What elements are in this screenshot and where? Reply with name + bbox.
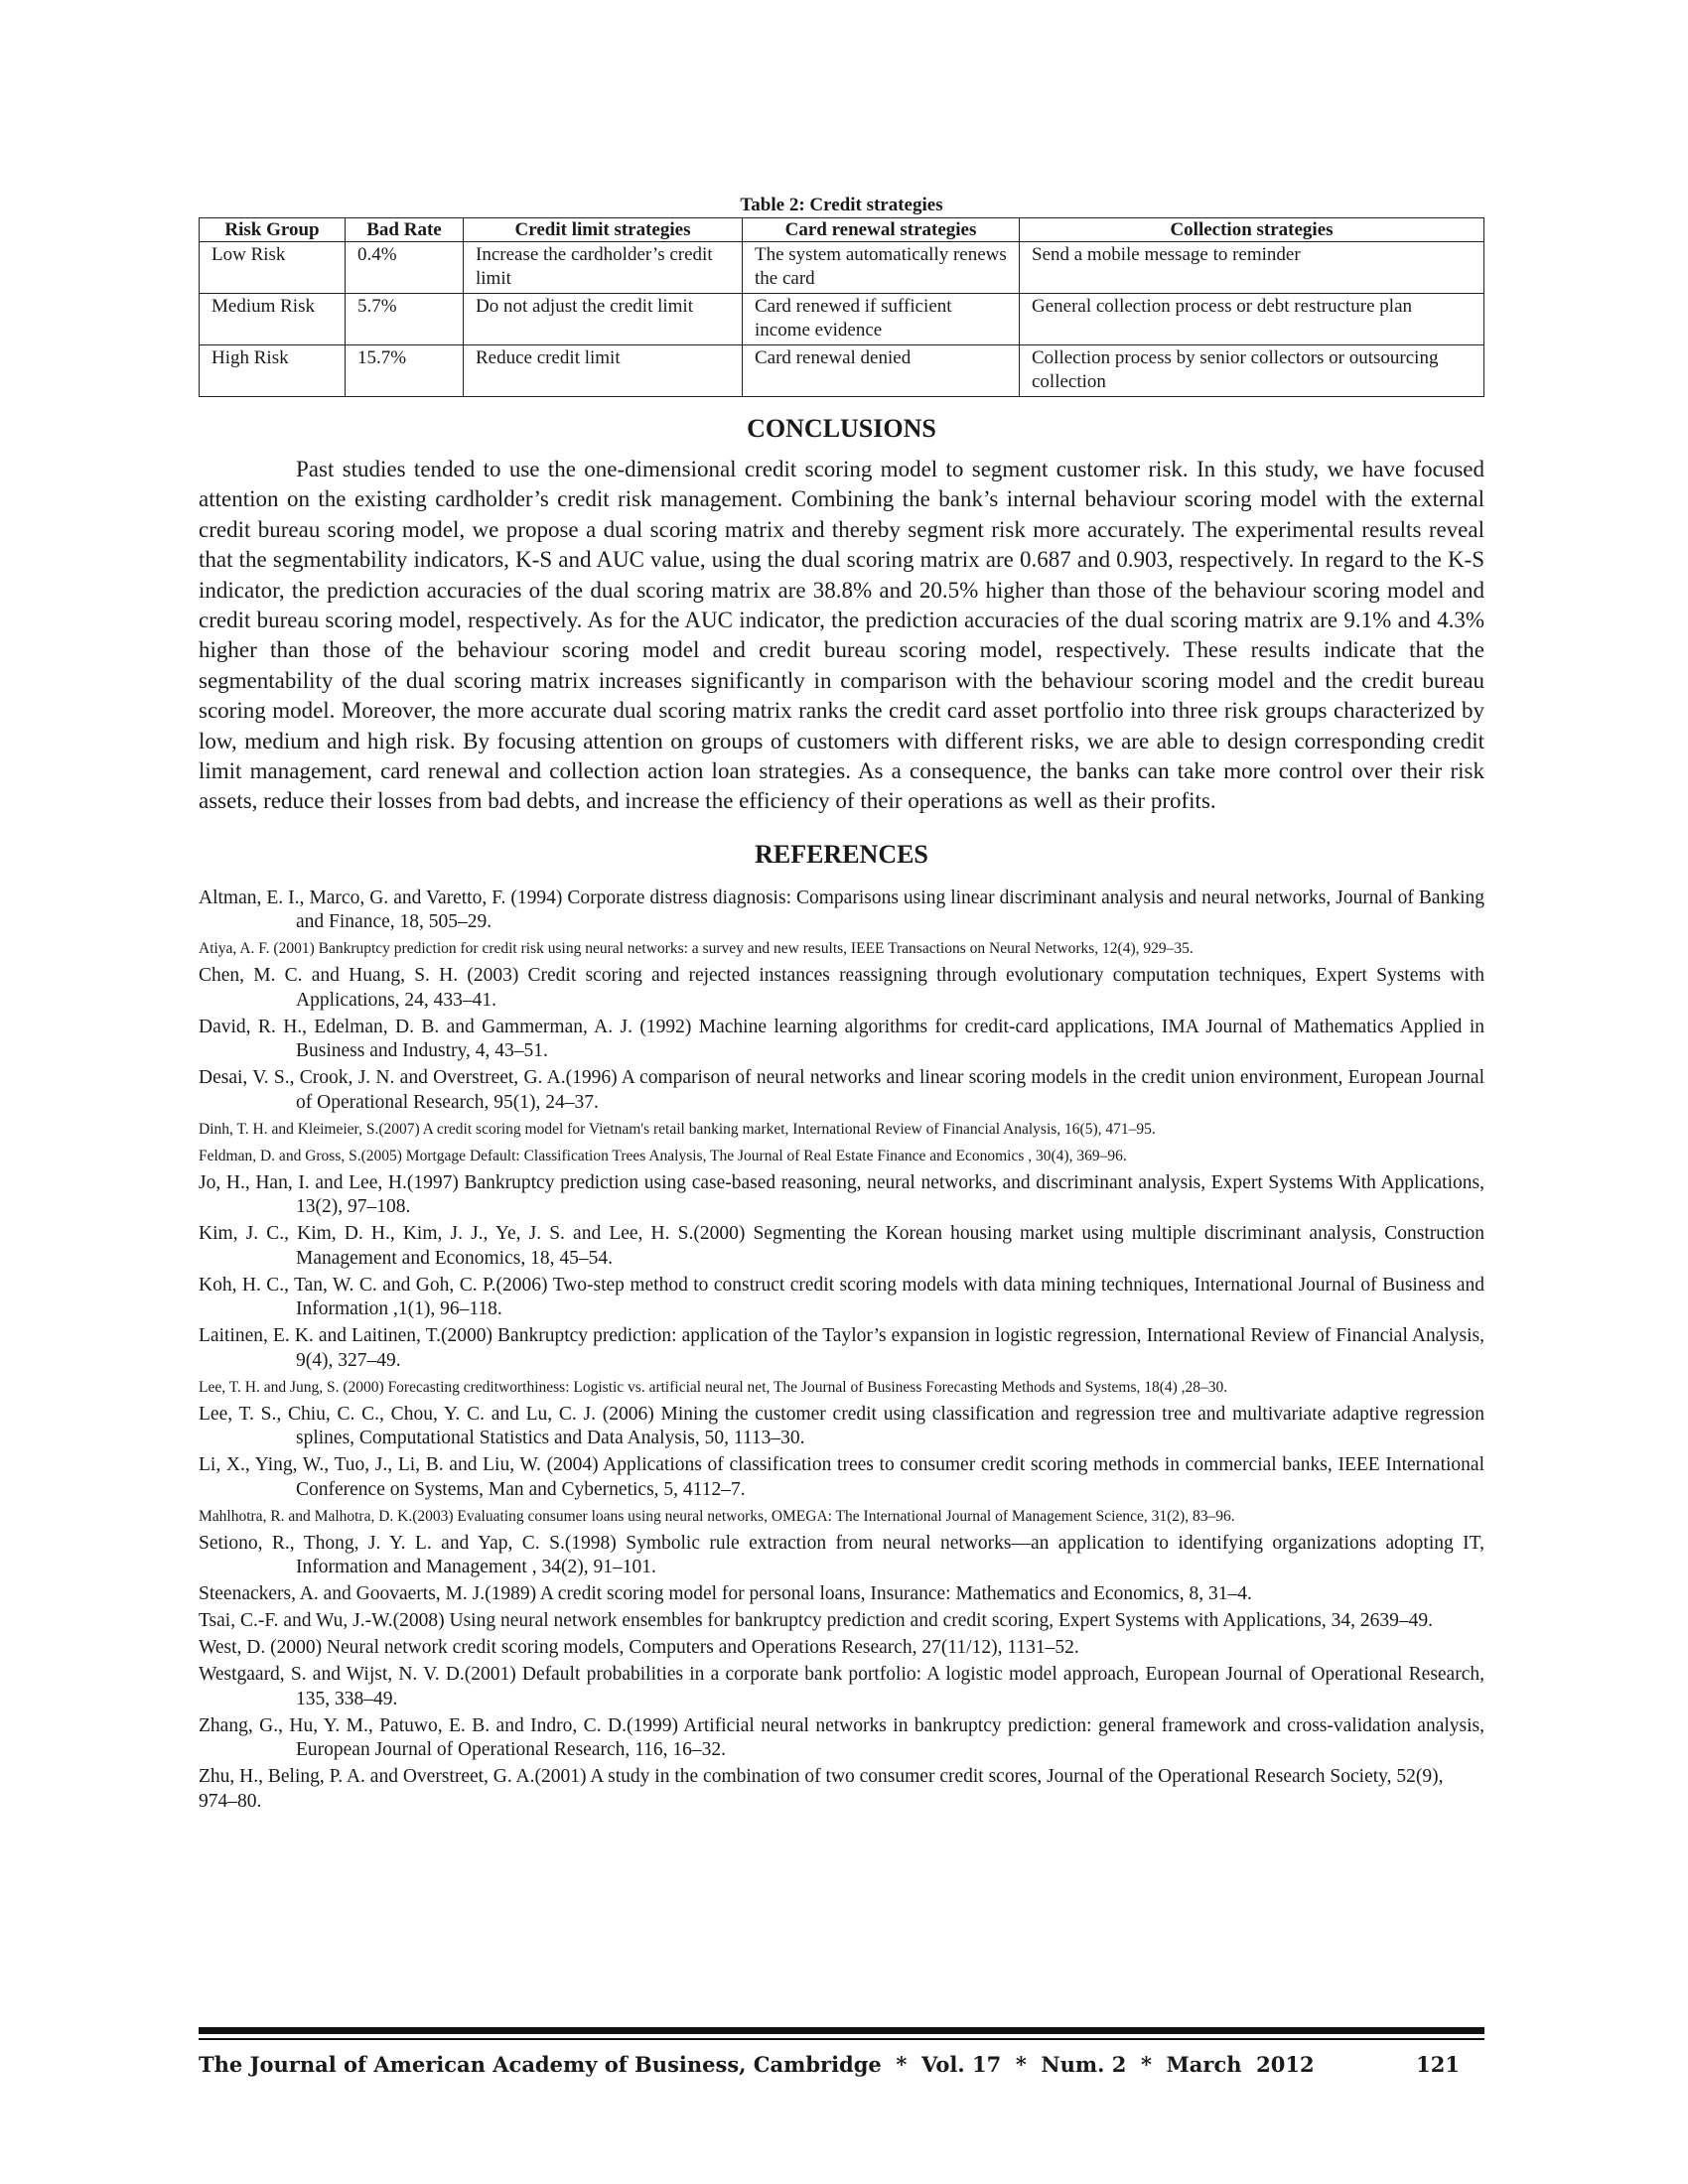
table-caption: Table 2: Credit strategies bbox=[740, 195, 943, 215]
reference-list bbox=[199, 887, 1484, 1815]
table-cell: Medium Risk bbox=[200, 294, 346, 345]
reference-item: Atiya, A. F. (2001) Bankruptcy prediction for credit risk using neural networks: a survey and new results, IEEE Transactions on Neural Networks, 12(4), 929–35. bbox=[199, 940, 1194, 958]
reference-item: Tsai, C.-F. and Wu, J.-W.(2008) Using neural network ensembles for bankruptcy prediction and credit scoring, Expert Systems with Applications, 34, 2639–49. bbox=[199, 1610, 1433, 1632]
reference-item: Zhang, G., Hu, Y. M., Patuwo, E. B. and Indro, C. D.(1999) Artificial neural networks in bankruptcy prediction: general framework and cross-validation analysis, European Journal of Operational Research, 116, 16–32. bbox=[199, 1714, 1484, 1761]
reference-item: Desai, V. S., Crook, J. N. and Overstreet, G. A.(1996) A comparison of neural networks and linear scoring models in the credit union environment, European Journal of Operational Research, 95(1), 24–37. bbox=[199, 1067, 1484, 1113]
table-header-row bbox=[200, 218, 1484, 242]
table-header-cell: Collection strategies bbox=[1020, 218, 1484, 242]
table-cell: 0.4% bbox=[346, 242, 464, 294]
page-content bbox=[199, 195, 1484, 1817]
table-header-cell: Bad Rate bbox=[346, 218, 464, 242]
reference-item: Steenackers, A. and Goovaerts, M. J.(1989) A credit scoring model for personal loans, Insurance: Mathematics and Economics, 8, 31–4. bbox=[199, 1583, 1252, 1605]
reference-item: Lee, T. H. and Jung, S. (2000) Forecasting creditworthiness: Logistic vs. artificial neural net, The Journal of Business Forecasting Methods and Systems, 18(4) ,28–30. bbox=[199, 1378, 1228, 1396]
table-row bbox=[200, 345, 1484, 397]
page-number: 121 bbox=[1416, 2052, 1460, 2077]
reference-item: Jo, H., Han, I. and Lee, H.(1997) Bankruptcy prediction using case-based reasoning, neural networks, and discriminant analysis, Expert Systems With Applications, 13(2), 97–108. bbox=[199, 1171, 1484, 1218]
reference-item: Kim, J. C., Kim, D. H., Kim, J. J., Ye, J. S. and Lee, H. S.(2000) Segmenting the Korean housing market using multiple discriminant analysis, Construction Management and Economics, 18, 45–54. bbox=[199, 1223, 1484, 1269]
reference-item: Koh, H. C., Tan, W. C. and Goh, C. P.(2006) Two-step method to construct credit scoring models with data mining techniques, International Journal of Business and Information ,1(1), 96–118. bbox=[199, 1274, 1484, 1320]
reference-item: Dinh, T. H. and Kleimeier, S.(2007) A credit scoring model for Vietnam's retail banking market, International Review of Financial Analysis, 16(5), 471–95. bbox=[199, 1120, 1156, 1138]
reference-item: Westgaard, S. and Wijst, N. V. D.(2001) Default probabilities in a corporate bank portfolio: A logistic model approach, European Journal of Operational Research, 135, 338–49. bbox=[199, 1664, 1484, 1709]
table-cell: 15.7% bbox=[346, 345, 464, 397]
table-cell: 5.7% bbox=[346, 294, 464, 345]
reference-item: David, R. H., Edelman, D. B. and Gammerman, A. J. (1992) Machine learning algorithms for credit-card applications, IMA Journal of Mathematics Applied in Business and Industry, 4, 43–51. bbox=[199, 1016, 1484, 1062]
references-heading: REFERENCES bbox=[755, 839, 928, 869]
reference-item: Altman, E. I., Marco, G. and Varetto, F. (1994) Corporate distress diagnosis: Comparisons using linear discriminant analysis and neural networks, Journal of Banking and Finance, 18, 505–29. bbox=[199, 887, 1484, 933]
footer-rule-thin bbox=[199, 2038, 1484, 2040]
table-cell: High Risk bbox=[200, 345, 346, 397]
table-cell: General collection process or debt restructure plan bbox=[1020, 294, 1484, 345]
table-cell: Reduce credit limit bbox=[464, 345, 743, 397]
reference-item: Zhu, H., Beling, P. A. and Overstreet, G. A.(2001) A study in the combination of two consumer credit scores, Journal of the Operational Research Society, 52(9), 974–80. bbox=[199, 1766, 1444, 1812]
table-cell: Do not adjust the credit limit bbox=[464, 294, 743, 345]
credit-strategies-table bbox=[199, 217, 1484, 397]
table-row bbox=[200, 242, 1484, 294]
journal-citation: The Journal of American Academy of Business, Cambridge * Vol. 17 * Num. 2 * March 2012 bbox=[199, 2052, 1315, 2077]
table-header-cell: Risk Group bbox=[200, 218, 346, 242]
table-header-cell: Card renewal strategies bbox=[743, 218, 1020, 242]
table-cell: Card renewal denied bbox=[743, 345, 1020, 397]
reference-item: Setiono, R., Thong, J. Y. L. and Yap, C. S.(1998) Symbolic rule extraction from neural networks—an application to identifying organizations adopting IT, Information and Management , 34(2), 91–101. bbox=[199, 1532, 1484, 1578]
table-cell: Send a mobile message to reminder bbox=[1020, 242, 1484, 294]
conclusions-paragraph: Past studies tended to use the one-dimensional credit scoring model to segment customer risk. In this study, we have focused attention on the existing cardholder’s credit risk management. Combining the bank’s internal behaviour scoring model with the external credit bureau scoring model, we propose a dual scoring matrix and thereby segment risk more accurately. The experimental results reveal that the segmentability indicators, K-S and AUC value, using the dual scoring matrix are 0.687 and 0.903, respectively. In regard to the K-S indicator, the prediction accuracies of the dual scoring matrix are 38.8% and 20.5% higher than those of the behaviour scoring model and credit bureau scoring model, respectively. As for the AUC indicator, the prediction accuracies of the dual scoring matrix are 9.1% and 4.3% higher than those of the behaviour scoring model and credit bureau scoring model, respectively. These results indicate that the segmentability of the dual scoring matrix increases significantly in comparison with the behaviour scoring model and the credit bureau scoring model. Moreover, the more accurate dual scoring matrix ranks the credit card asset portfolio into three risk groups characterized by low, medium and high risk. By focusing attention on groups of customers with different risks, we are able to design corresponding credit limit management, card renewal and collection action loan strategies. As a consequence, the banks can take more control over their risk assets, reduce their losses from bad debts, and increase the efficiency of their operations as well as their profits. bbox=[199, 457, 1484, 814]
reference-item: Laitinen, E. K. and Laitinen, T.(2000) Bankruptcy prediction: application of the Taylor’s expansion in logistic regression, International Review of Financial Analysis, 9(4), 327–49. bbox=[199, 1325, 1484, 1371]
reference-item: Mahlhotra, R. and Malhotra, D. K.(2003) Evaluating consumer loans using neural networks, OMEGA: The International Journal of Management Science, 31(2), 83–96. bbox=[199, 1507, 1235, 1525]
page-footer bbox=[199, 2051, 1460, 2079]
table-header-cell: Credit limit strategies bbox=[464, 218, 743, 242]
table-row bbox=[200, 294, 1484, 345]
table-cell: Increase the cardholder’s credit limit bbox=[464, 242, 743, 294]
table-cell: Collection process by senior collectors or outsourcing collection bbox=[1020, 345, 1484, 397]
reference-item: Lee, T. S., Chiu, C. C., Chou, Y. C. and Lu, C. J. (2006) Mining the customer credit using classification and regression tree and multivariate adaptive regression splines, Computational Statistics and Data Analysis, 50, 1113–30. bbox=[199, 1403, 1484, 1449]
reference-item: Feldman, D. and Gross, S.(2005) Mortgage Default: Classification Trees Analysis, The Journal of Real Estate Finance and Economics , 30(4), 369–96. bbox=[199, 1147, 1127, 1164]
footer-rule-thick bbox=[199, 2027, 1484, 2034]
table-cell: Card renewed if sufficient income evidence bbox=[743, 294, 1020, 345]
table-cell: The system automatically renews the card bbox=[743, 242, 1020, 294]
reference-item: West, D. (2000) Neural network credit scoring models, Computers and Operations Research, 27(11/12), 1131–52. bbox=[199, 1637, 1079, 1659]
conclusions-heading: CONCLUSIONS bbox=[747, 414, 936, 443]
reference-item: Chen, M. C. and Huang, S. H. (2003) Credit scoring and rejected instances reassigning through evolutionary computation techniques, Expert Systems with Applications, 24, 433–41. bbox=[199, 965, 1484, 1011]
table-cell: Low Risk bbox=[200, 242, 346, 294]
reference-item: Li, X., Ying, W., Tuo, J., Li, B. and Liu, W. (2004) Applications of classification trees to consumer credit scoring methods in commercial banks, IEEE International Conference on Systems, Man and Cybernetics, 5, 4112–7. bbox=[199, 1454, 1484, 1500]
